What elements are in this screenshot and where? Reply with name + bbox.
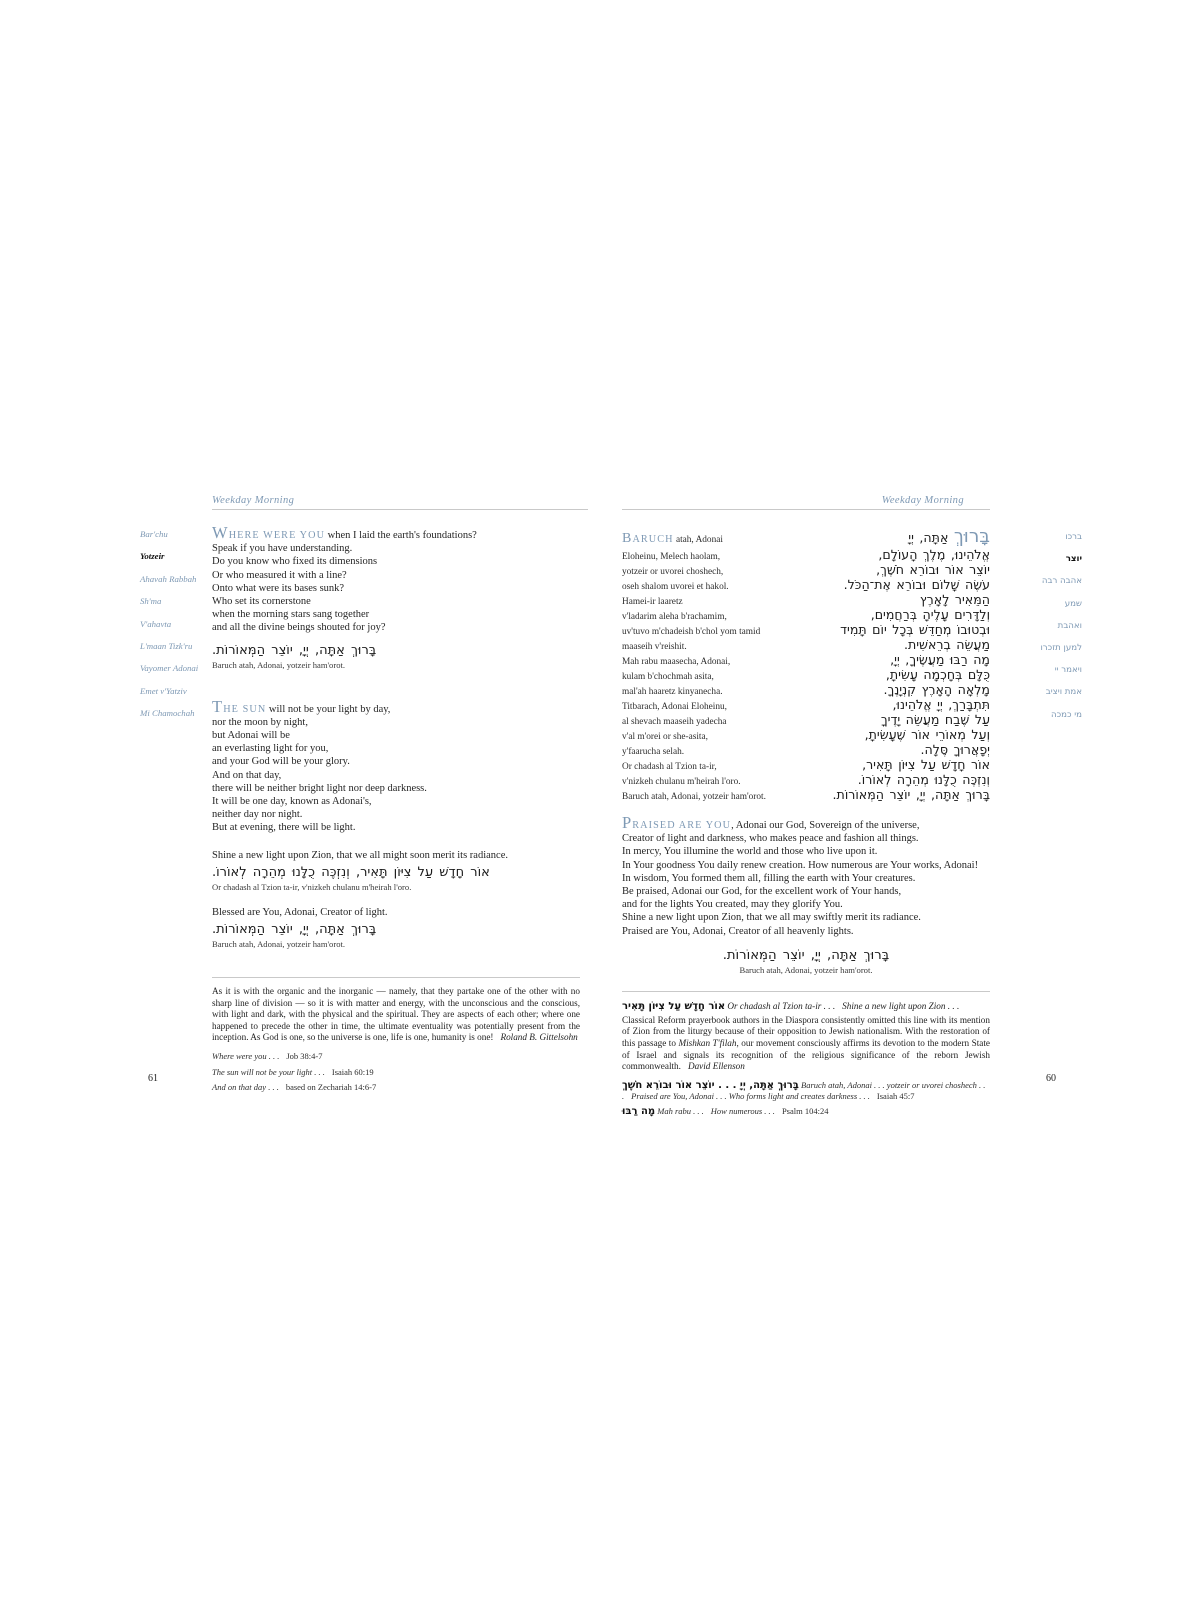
header-rule-left xyxy=(212,509,588,510)
hebrew-text: כֻּלָּם בְּחָכְמָה עָשִׂיתָ, xyxy=(885,667,990,682)
commentary-text: As it is with the organic and the inorganic — namely, that they partake one of the other with no sharp line of division — so it is with matter and energy, with the unconscious and the conscious, with light and dark, with the physical and the spiritual. They are aspects of each other; where one happened to precede the other in time, the ultimate eventuality was potentially present from the inception. As God is one, so the universe is one, life is one, humanity is one! xyxy=(212,986,580,1043)
translation-line: and for the lights You created, may they glorify You. xyxy=(622,899,843,911)
prayer-rows xyxy=(622,547,990,802)
transliteration-text: Or chadash al Tzion ta-ir, xyxy=(622,762,717,772)
transliteration-text: Baruch atah, Adonai, yotzeir ham'orot. xyxy=(622,792,766,802)
header-rule-right xyxy=(622,509,990,510)
commentary-attribution: David Ellenson xyxy=(687,1061,745,1072)
prayer-row xyxy=(622,547,990,562)
prayer-row xyxy=(622,652,990,667)
citation-source: Isaiah 60:19 xyxy=(331,1066,374,1077)
hebrew-zion-line: אוֹר חָדָשׁ עַל צִיּוֹן תָּאִיר, וְנִזְכֶּה כֻלָּנוּ מְהֵרָה לְאוֹרוֹ. xyxy=(212,864,490,880)
hebrew-text: מָלְאָה הָאָרֶץ קִנְיָנֶךָ. xyxy=(883,682,990,697)
sidebar-item: Bar'chu xyxy=(140,529,168,539)
sidebar-item: L'maan Tizk'ru xyxy=(140,640,193,651)
sidebar-item: Vayomer Adonai xyxy=(140,663,199,674)
translation-line: Creator of light and darkness, who makes peace and fashion all things. xyxy=(622,833,919,845)
poem-line-text: when I laid the earth's foundations? xyxy=(325,530,477,541)
poem-sun-lines xyxy=(212,716,580,835)
commentary-leadline xyxy=(622,1000,990,1013)
citations-right xyxy=(622,1080,990,1118)
hebrew-text: וְלַדָּרִים עָלֶיהָ בְּרַחֲמִים, xyxy=(870,607,990,622)
lead-smallcaps: HERE WERE YOU xyxy=(228,530,326,541)
hebrew-text: יְפָאֲרוּךָ סֶּלָה. xyxy=(920,742,990,757)
poem-line: Who set its cornerstone xyxy=(212,596,311,608)
left-main-column xyxy=(212,523,580,1093)
poem-line: Or who measured it with a line? xyxy=(212,569,347,581)
lead-smallcaps: RAISED ARE YOU xyxy=(632,820,732,831)
poem-line: and your God will be your glory. xyxy=(212,756,350,768)
nav-sidebar-english xyxy=(140,526,212,1093)
lead-smallcaps: ARUCH xyxy=(632,534,674,545)
poem-where-lines xyxy=(212,542,580,634)
commentary-translit: Or chadash al Tzion ta-ir . . . xyxy=(727,1000,836,1011)
citation-translation: How numerous . . . xyxy=(710,1106,775,1117)
hebrew-text xyxy=(908,526,990,547)
citation-line xyxy=(212,1082,580,1093)
book-title: Mishkan T'filah xyxy=(678,1038,737,1049)
prayer-row xyxy=(622,607,990,622)
poem-line: but Adonai will be xyxy=(212,730,290,742)
sidebar-item: Mi Chamochah xyxy=(140,708,195,719)
transliteration-text: oseh shalom uvorei et hakol. xyxy=(622,582,729,592)
page-number-left: 61 xyxy=(148,1073,158,1084)
prayer-row xyxy=(622,637,990,652)
hebrew-text: וְעַל מְאוֹרֵי אוֹר שֶׁעָשִׂיתָ, xyxy=(864,727,990,742)
sidebar-item: למען תזכרו xyxy=(1040,642,1082,653)
page-right xyxy=(622,495,1082,1117)
prayer-row xyxy=(622,667,990,682)
transliteration-text: v'ladarim aleha b'rachamim, xyxy=(622,612,727,622)
transliteration-text: mal'ah haaretz kinyanecha. xyxy=(622,687,723,697)
commentary-left xyxy=(212,986,580,1044)
poem-line: Speak if you have understanding. xyxy=(212,543,353,555)
prayer-row xyxy=(622,622,990,637)
citation-source: Job 38:4-7 xyxy=(286,1051,323,1062)
sidebar-item: אמת ויציב xyxy=(1045,687,1082,698)
prayer-row xyxy=(622,682,990,697)
zion-line: Shine a new light upon Zion, that we all might soon merit its radiance. xyxy=(212,849,508,861)
commentary-translation: Shine a new light upon Zion . . . xyxy=(842,1000,960,1011)
hebrew-lead-word: בָּרוּךְ xyxy=(953,526,990,547)
translation-line: In Your goodness You daily renew creation. How numerous are Your works, Adonai! xyxy=(622,859,979,871)
hebrew-text: אֱלֹהֵינוּ, מֶלֶךְ הָעוֹלָם, xyxy=(878,547,990,562)
transliteration-text: Titbarach, Adonai Eloheinu, xyxy=(622,702,728,712)
citation-source: Psalm 104:24 xyxy=(781,1106,829,1117)
hebrew-text: עֹשֶׂה שָׁלוֹם וּבוֹרֵא אֶת־הַכֹּל. xyxy=(843,577,990,592)
commentary-divider xyxy=(622,991,990,992)
prayer-row xyxy=(622,787,990,802)
transliteration-rest: atah, Adonai xyxy=(673,535,723,545)
transliteration-text: y'faarucha selah. xyxy=(622,747,685,757)
poem-sun-first-line xyxy=(212,696,580,716)
translation-first-line xyxy=(622,813,990,832)
prayer-row xyxy=(622,562,990,577)
commentary-attribution: Roland B. Gittelsohn xyxy=(500,1032,578,1043)
transliteration-text: kulam b'chochmah asita, xyxy=(622,672,714,682)
hebrew-text: יוֹצֵר אוֹר וּבוֹרֵא חֹשֶׁךְ, xyxy=(876,562,990,577)
sidebar-item: ואהבת xyxy=(1057,620,1082,631)
prayer-row xyxy=(622,697,990,712)
sidebar-item: Yotzeir xyxy=(140,551,165,562)
poem-line: nor the moon by night, xyxy=(212,716,308,728)
translation-lines xyxy=(622,832,990,938)
poem-line: It will be one day, known as Adonai's, xyxy=(212,796,372,808)
lead-initial: B xyxy=(622,531,633,546)
poem-line: and all the divine beings shouted for joy? xyxy=(212,622,386,634)
citation-lead: Where were you . . . xyxy=(212,1051,280,1062)
sidebar-item: ברכו xyxy=(1065,532,1082,542)
poem-line: Onto what were its bases sunk? xyxy=(212,582,345,594)
page-number-right: 60 xyxy=(1046,1073,1056,1084)
translation-line-text: , Adonai our God, Sovereign of the universe, xyxy=(731,820,920,831)
hebrew-closing-centered: בָּרוּךְ אַתָּה, יְיָ, יוֹצֵר הַמְּאוֹרוֹת. xyxy=(722,947,890,963)
sidebar-item: אהבה רבה xyxy=(1041,576,1082,587)
citation-lead: And on that day . . . xyxy=(212,1082,279,1093)
sidebar-item: יוצר xyxy=(1065,554,1082,565)
prayer-row xyxy=(622,592,990,607)
transliteration-closing-centered: Baruch atah, Adonai, yotzeir ham'orot. xyxy=(739,964,873,975)
citation-source: based on Zechariah 14:6-7 xyxy=(285,1082,377,1093)
translation-line: Shine a new light upon Zion, that we all may swiftly merit its radiance. xyxy=(622,912,921,924)
poem-line-text: will not be your light by day, xyxy=(266,703,391,715)
transliteration-text: v'al m'orei or she-asita, xyxy=(622,732,708,742)
prayer-first-row xyxy=(622,526,990,547)
transliteration-text: v'nizkeh chulanu m'heirah l'oro. xyxy=(622,777,741,787)
hebrew-rest: אַתָּה, יְיָ xyxy=(908,530,954,545)
transliteration-text: al shevach maaseih yadecha xyxy=(622,717,727,727)
running-head-left: Weekday Morning xyxy=(212,495,295,506)
running-head-right: Weekday Morning xyxy=(881,495,964,506)
prayer-row xyxy=(622,772,990,787)
poem-line: Do you know who fixed its dimensions xyxy=(212,556,378,568)
commentary-hebrew-lead: אוֹר חָדָשׁ עַל צִיּוֹן תָּאִיר xyxy=(622,1000,726,1012)
citations-left xyxy=(212,1051,580,1093)
prayer-row xyxy=(622,742,990,757)
transliteration-text xyxy=(622,531,723,547)
hebrew-text: וְנִזְכֶּה כֻלָּנוּ מְהֵרָה לְאוֹרוֹ. xyxy=(857,772,990,787)
hebrew-text: הַמֵּאִיר לָאָרֶץ xyxy=(919,592,990,607)
transliteration-line: Baruch atah, Adonai, yotzeir ham'orot. xyxy=(212,939,346,950)
citation-source: Isaiah 45:7 xyxy=(876,1090,915,1101)
hebrew-text: תִּתְבָּרַךְ, יְיָ אֱלֹהֵינוּ, xyxy=(892,697,990,712)
citation-line xyxy=(212,1051,580,1062)
right-main-column xyxy=(622,526,990,1117)
prayer-row xyxy=(622,712,990,727)
commentary-text: Classical Reform prayerbook authors in the Diaspora consistently omitted this line with its mention of Zion from the liturgy because of their opposition to Jewish nationalism. With the restoration of this passage to xyxy=(622,1014,990,1049)
transliteration-text: yotzeir or uvorei choshech, xyxy=(622,567,724,577)
transliteration-text: Mah rabu maasecha, Adonai, xyxy=(622,657,731,667)
poem-line: there will be neither bright light nor deep darkness. xyxy=(212,782,427,794)
lead-initial: P xyxy=(622,813,633,832)
citation-translation: Praised are You, Adonai . . . Who forms light and creates darkness . . . xyxy=(631,1090,870,1101)
poem-line: And on that day, xyxy=(212,769,282,781)
sidebar-item: Emet v'Yatziv xyxy=(140,685,187,696)
hebrew-text: עַל שֶׁבַח מַעֲשֵׂה יָדֶיךָ xyxy=(880,712,990,727)
translation-line: In mercy, You illumine the world and those who live upon it. xyxy=(622,846,878,858)
lead-initial: T xyxy=(212,696,224,716)
citation-hebrew: בָּרוּךְ אַתָּה, יְיָ . . . יוֹצֵר אוֹר וּבוֹרֵא חֹשֶׁךְ xyxy=(622,1079,799,1091)
citation-lead: The sun will not be your light . . . xyxy=(212,1066,325,1077)
lead-smallcaps: HE SUN xyxy=(223,703,267,715)
transliteration-line: Or chadash al Tzion ta-ir, v'nizkeh chulanu m'heirah l'oro. xyxy=(212,881,412,892)
poem-where-first-line xyxy=(212,523,580,542)
prayer-row xyxy=(622,727,990,742)
prayer-row xyxy=(622,757,990,772)
poem-line: neither day nor night. xyxy=(212,809,303,821)
citation-line xyxy=(622,1080,990,1102)
page-left xyxy=(140,495,588,1093)
hebrew-blessing-line: בָּרוּךְ אַתָּה, יְיָ, יוֹצֵר הַמְּאוֹרוֹת. xyxy=(212,642,377,658)
prayer-row xyxy=(622,577,990,592)
citation-line xyxy=(622,1106,990,1117)
translation-line: In wisdom, You formed them all, filling the earth with Your creatures. xyxy=(622,872,916,884)
poem-line: when the morning stars sang together xyxy=(212,609,370,621)
nav-sidebar-hebrew xyxy=(1010,526,1082,1117)
lead-initial: W xyxy=(212,523,229,542)
transliteration-text: Eloheinu, Melech haolam, xyxy=(622,552,721,562)
sidebar-item: Sh'ma xyxy=(140,596,162,607)
transliteration-text: uv'tuvo m'chadeish b'chol yom tamid xyxy=(622,627,761,637)
commentary-text: , our movement consciously affirms its devotion to the modern State of Israel and signals its recognition of the religious significance of the reborn Jewish commonwealth. xyxy=(622,1038,990,1072)
poem-line: an everlasting light for you, xyxy=(212,743,329,755)
commentary-divider xyxy=(212,977,580,978)
closing-blessing-english: Blessed are You, Adonai, Creator of light. xyxy=(212,906,388,918)
hebrew-closing-line: בָּרוּךְ אַתָּה, יְיָ, יוֹצֵר הַמְּאוֹרוֹת. xyxy=(212,922,377,938)
translation-line: Praised are You, Adonai, Creator of all heavenly lights. xyxy=(622,925,854,937)
sidebar-item: שמע xyxy=(1064,598,1082,609)
sidebar-item: Ahavah Rabbah xyxy=(140,573,197,584)
citation-translit: Mah rabu . . . xyxy=(657,1106,704,1117)
transliteration-text: maaseih v'reishit. xyxy=(622,642,687,652)
hebrew-text: וּבְטוּבוֹ מְחַדֵּשׁ בְּכָל יוֹם תָּמִיד xyxy=(840,622,990,637)
citation-translit: Baruch atah, Adonai . . . yotzeir or uvorei choshech . . . xyxy=(622,1079,986,1101)
translation-line: Be praised, Adonai our God, for the excellent work of Your hands, xyxy=(622,886,902,898)
transliteration-text: Hamei-ir laaretz xyxy=(622,597,683,607)
citation-line xyxy=(212,1067,580,1078)
hebrew-text: מַעֲשֵׂה בְרֵאשִׁית. xyxy=(903,637,990,652)
commentary-right xyxy=(622,1015,990,1073)
hebrew-text: מָה רַבּוּ מַעֲשֶׂיךָ, יְיָ, xyxy=(890,652,990,667)
sidebar-item: ויאמר יי xyxy=(1054,665,1082,676)
sidebar-item: מי כמכה xyxy=(1050,709,1082,720)
sidebar-item: V'ahavta xyxy=(140,618,172,629)
poem-line: But at evening, there will be light. xyxy=(212,822,356,834)
hebrew-text: אוֹר חָדָשׁ עַל צִיּוֹן תָּאִיר, xyxy=(862,757,990,772)
citation-hebrew: מָה רַבּוּ xyxy=(622,1106,656,1118)
transliteration-line: Baruch atah, Adonai, yotzeir ham'orot. xyxy=(212,659,346,670)
hebrew-text: בָּרוּךְ אַתָּה, יְיָ, יוֹצֵר הַמְּאוֹרוֹת. xyxy=(832,787,990,802)
